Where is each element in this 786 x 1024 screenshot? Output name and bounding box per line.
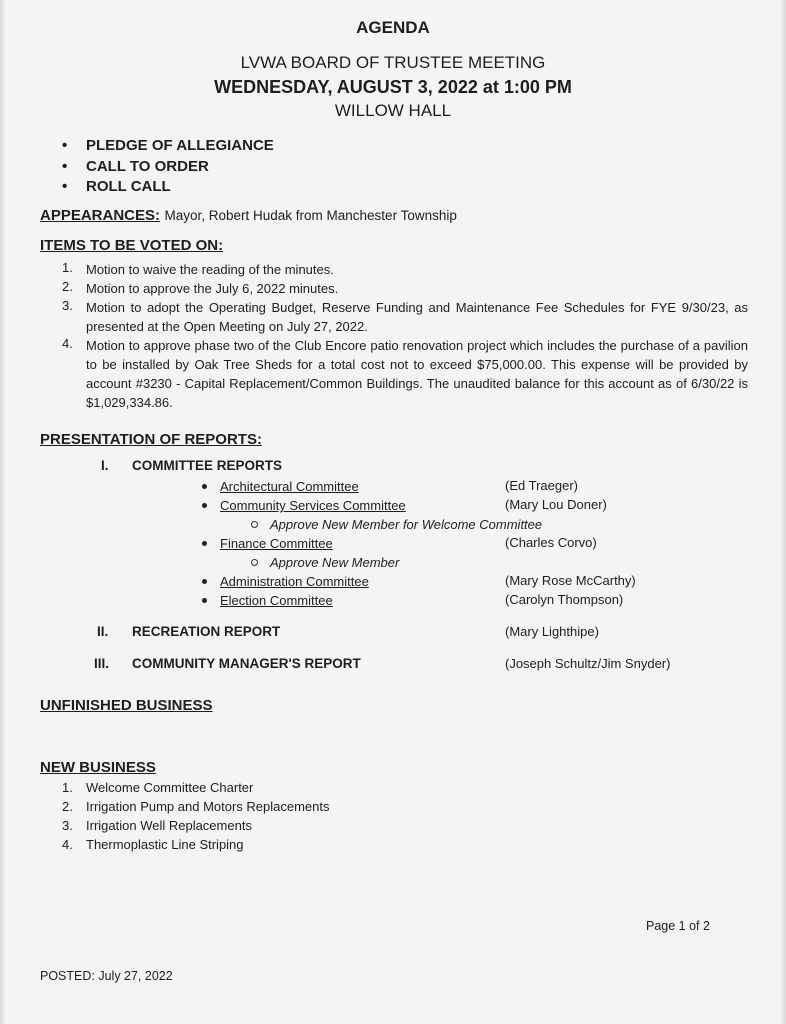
bullet-icon: • — [62, 137, 68, 154]
committee-chair: (Mary Rose McCarthy) — [505, 573, 636, 588]
opening-item: • CALL TO ORDER — [62, 157, 274, 178]
voting-item: Motion to approve phase two of the Club Encore patio renovation project which includes the purchase of a pavilion to be installed by Oak Tree Sheds for a total cost not to exceed $75,000.00. This expense will be provided by account #3230 - Capital Replacement/Common Buildings. The unaudited balance for this account as of 6/30/22 is $1,029,334.86. — [86, 338, 748, 410]
item-number: 2. — [62, 799, 73, 814]
item-number: 3. — [62, 298, 73, 313]
new-business-item: Irrigation Pump and Motors Replacements — [86, 799, 330, 814]
new-business-item: Irrigation Well Replacements — [86, 818, 252, 833]
new-business-item: Thermoplastic Line Striping — [86, 837, 244, 852]
manager-report-title: COMMUNITY MANAGER'S REPORT — [132, 656, 361, 671]
committee-item: Community Services Committee — [202, 497, 406, 515]
new-business-item: Welcome Committee Charter — [86, 780, 254, 795]
committee-subitem: Approve New Member — [251, 554, 399, 572]
recreation-report-title: RECREATION REPORT — [132, 624, 281, 639]
committee-item: Election Committee — [202, 592, 333, 610]
committee-numeral: I. — [101, 458, 109, 473]
meeting-name: LVWA BOARD OF TRUSTEE MEETING — [240, 53, 546, 72]
item-number: 2. — [62, 279, 73, 294]
committee-reports-title: COMMITTEE REPORTS — [132, 458, 283, 473]
bullet-icon — [202, 541, 207, 546]
bullet-icon: • — [62, 157, 68, 175]
committee-item: Administration Committee — [202, 573, 369, 591]
scan-shadow-left — [0, 0, 6, 1024]
reports-heading: PRESENTATION OF REPORTS: — [40, 431, 262, 448]
meeting-venue: WILLOW HALL — [334, 101, 452, 120]
recreation-numeral: II. — [97, 624, 109, 639]
recreation-chair: (Mary Lighthipe) — [505, 624, 599, 639]
committee-chair: (Charles Corvo) — [505, 535, 597, 550]
new-business-heading: NEW BUSINESS — [40, 759, 156, 776]
circle-bullet-icon — [251, 559, 258, 566]
page-number: Page 1 of 2 — [646, 919, 710, 933]
committee-chair: (Mary Lou Doner) — [505, 497, 607, 512]
manager-chair: (Joseph Schultz/Jim Snyder) — [505, 656, 671, 671]
opening-item: • PLEDGE OF ALLEGIANCE — [62, 136, 274, 157]
voting-item: Motion to approve the July 6, 2022 minutes. — [86, 281, 339, 296]
appearances-text: Mayor, Robert Hudak from Manchester Township — [164, 208, 457, 223]
bullet-icon — [202, 579, 207, 584]
appearances-label: APPEARANCES: — [40, 207, 161, 224]
bullet-icon: • — [62, 178, 68, 195]
voting-heading: ITEMS TO BE VOTED ON: — [40, 237, 224, 254]
circle-bullet-icon — [251, 521, 258, 528]
item-number: 4. — [62, 837, 73, 852]
item-number: 1. — [62, 780, 73, 795]
committee-subitem: Approve New Member for Welcome Committee — [251, 516, 542, 534]
agenda-title: AGENDA — [356, 18, 430, 37]
scan-shadow-right — [780, 0, 786, 1024]
opening-items — [62, 136, 274, 198]
meeting-datetime: WEDNESDAY, AUGUST 3, 2022 at 1:00 PM — [214, 77, 572, 97]
item-number: 3. — [62, 818, 73, 833]
unfinished-business-heading: UNFINISHED BUSINESS — [40, 697, 213, 714]
bullet-icon — [202, 503, 207, 508]
voting-item: Motion to waive the reading of the minutes. — [86, 262, 334, 277]
committee-chair: (Ed Traeger) — [505, 478, 578, 493]
bullet-icon — [202, 598, 207, 603]
posted-date: POSTED: July 27, 2022 — [40, 969, 173, 983]
bullet-icon — [202, 484, 207, 489]
appearances-line — [40, 207, 457, 225]
item-number: 1. — [62, 260, 73, 275]
committee-chair: (Carolyn Thompson) — [505, 592, 624, 607]
opening-item: • ROLL CALL — [62, 177, 274, 198]
voting-item: Motion to adopt the Operating Budget, Reserve Funding and Maintenance Fee Schedules for FYE 9/30/23, as presented at the Open Meeting on July 27, 2022. — [86, 300, 748, 334]
committee-item: Finance Committee — [202, 535, 333, 553]
committee-item: Architectural Committee — [202, 478, 359, 496]
item-number: 4. — [62, 336, 73, 351]
manager-numeral: III. — [94, 656, 110, 671]
